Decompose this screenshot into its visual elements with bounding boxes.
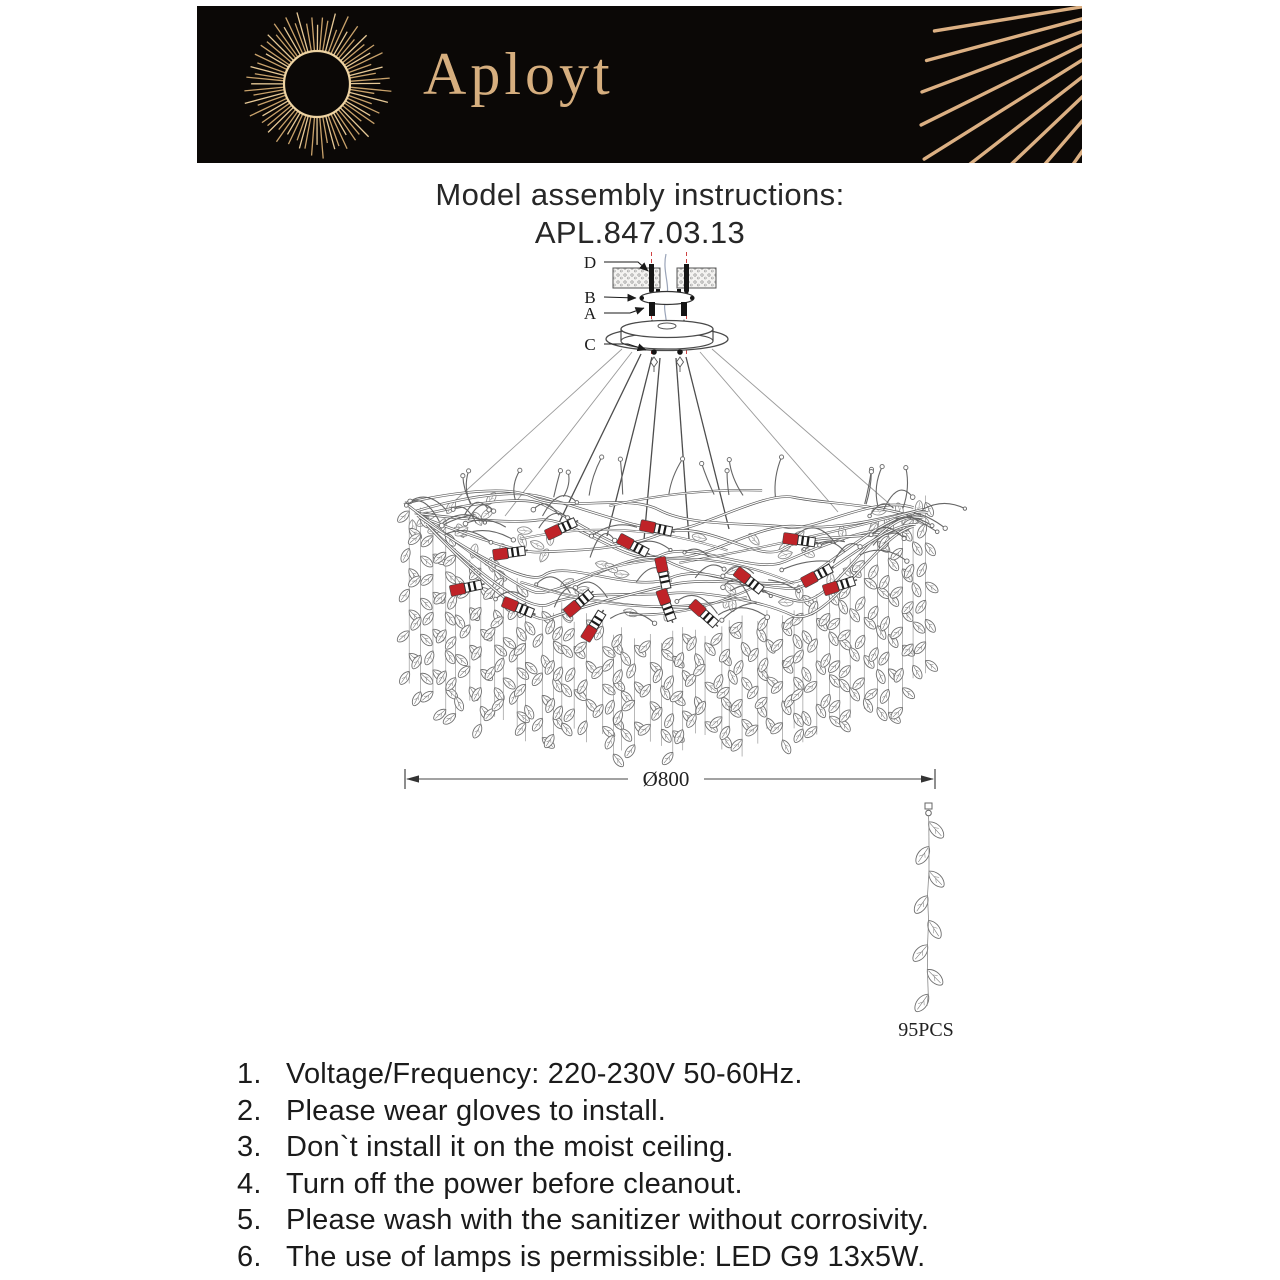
instruction-text: Voltage/Frequency: 220-230V 50-60Hz.	[286, 1058, 803, 1090]
instruction-text: Please wear gloves to install.	[286, 1094, 666, 1127]
part-label-c: C	[584, 335, 596, 354]
instruction-text: The use of lamps is permissible: LED G9 13x5W.	[286, 1240, 926, 1273]
instruction-item	[237, 1093, 929, 1130]
part-label-a: A	[583, 304, 597, 323]
instruction-item	[237, 1129, 929, 1166]
ceiling-block	[677, 268, 716, 288]
instruction-number: 5.	[237, 1204, 262, 1237]
instruction-text: Don`t install it on the moist ceiling.	[286, 1131, 734, 1164]
strand-detail	[898, 803, 954, 1041]
bolt-icon	[684, 264, 689, 291]
instructions-list	[237, 1056, 929, 1276]
detail-leaves	[910, 816, 947, 1014]
screw-icon	[649, 302, 655, 316]
instruction-item	[237, 1166, 929, 1203]
instruction-number: 6.	[237, 1240, 262, 1273]
instruction-number: 3.	[237, 1131, 262, 1164]
dimension-label: Ø800	[642, 767, 690, 791]
ceiling-mount-detail	[584, 252, 728, 372]
instruction-item	[237, 1056, 929, 1093]
model-number: APL.847.03.13	[534, 215, 746, 250]
instruction-number: 2.	[237, 1094, 262, 1127]
brand-wordmark: Aployt	[423, 41, 614, 107]
part-label-b: B	[584, 288, 596, 307]
strand-count-label: 95PCS	[898, 1019, 954, 1041]
instruction-item	[237, 1202, 929, 1239]
instruction-text: Turn off the power before cleanout.	[286, 1167, 743, 1200]
part-label-d: D	[583, 253, 597, 272]
suspension-wires	[447, 349, 893, 540]
instruction-number: 4.	[237, 1167, 262, 1200]
instruction-number: 1.	[237, 1058, 262, 1090]
instruction-item	[237, 1239, 929, 1276]
screw-icon	[681, 302, 687, 316]
diameter-dimension	[405, 767, 935, 791]
hook-icon	[926, 810, 932, 816]
page-title: Model assembly instructions:	[435, 177, 845, 212]
bolt-icon	[649, 264, 654, 291]
instruction-text: Please wash with the sanitizer without corrosivity.	[286, 1204, 930, 1237]
